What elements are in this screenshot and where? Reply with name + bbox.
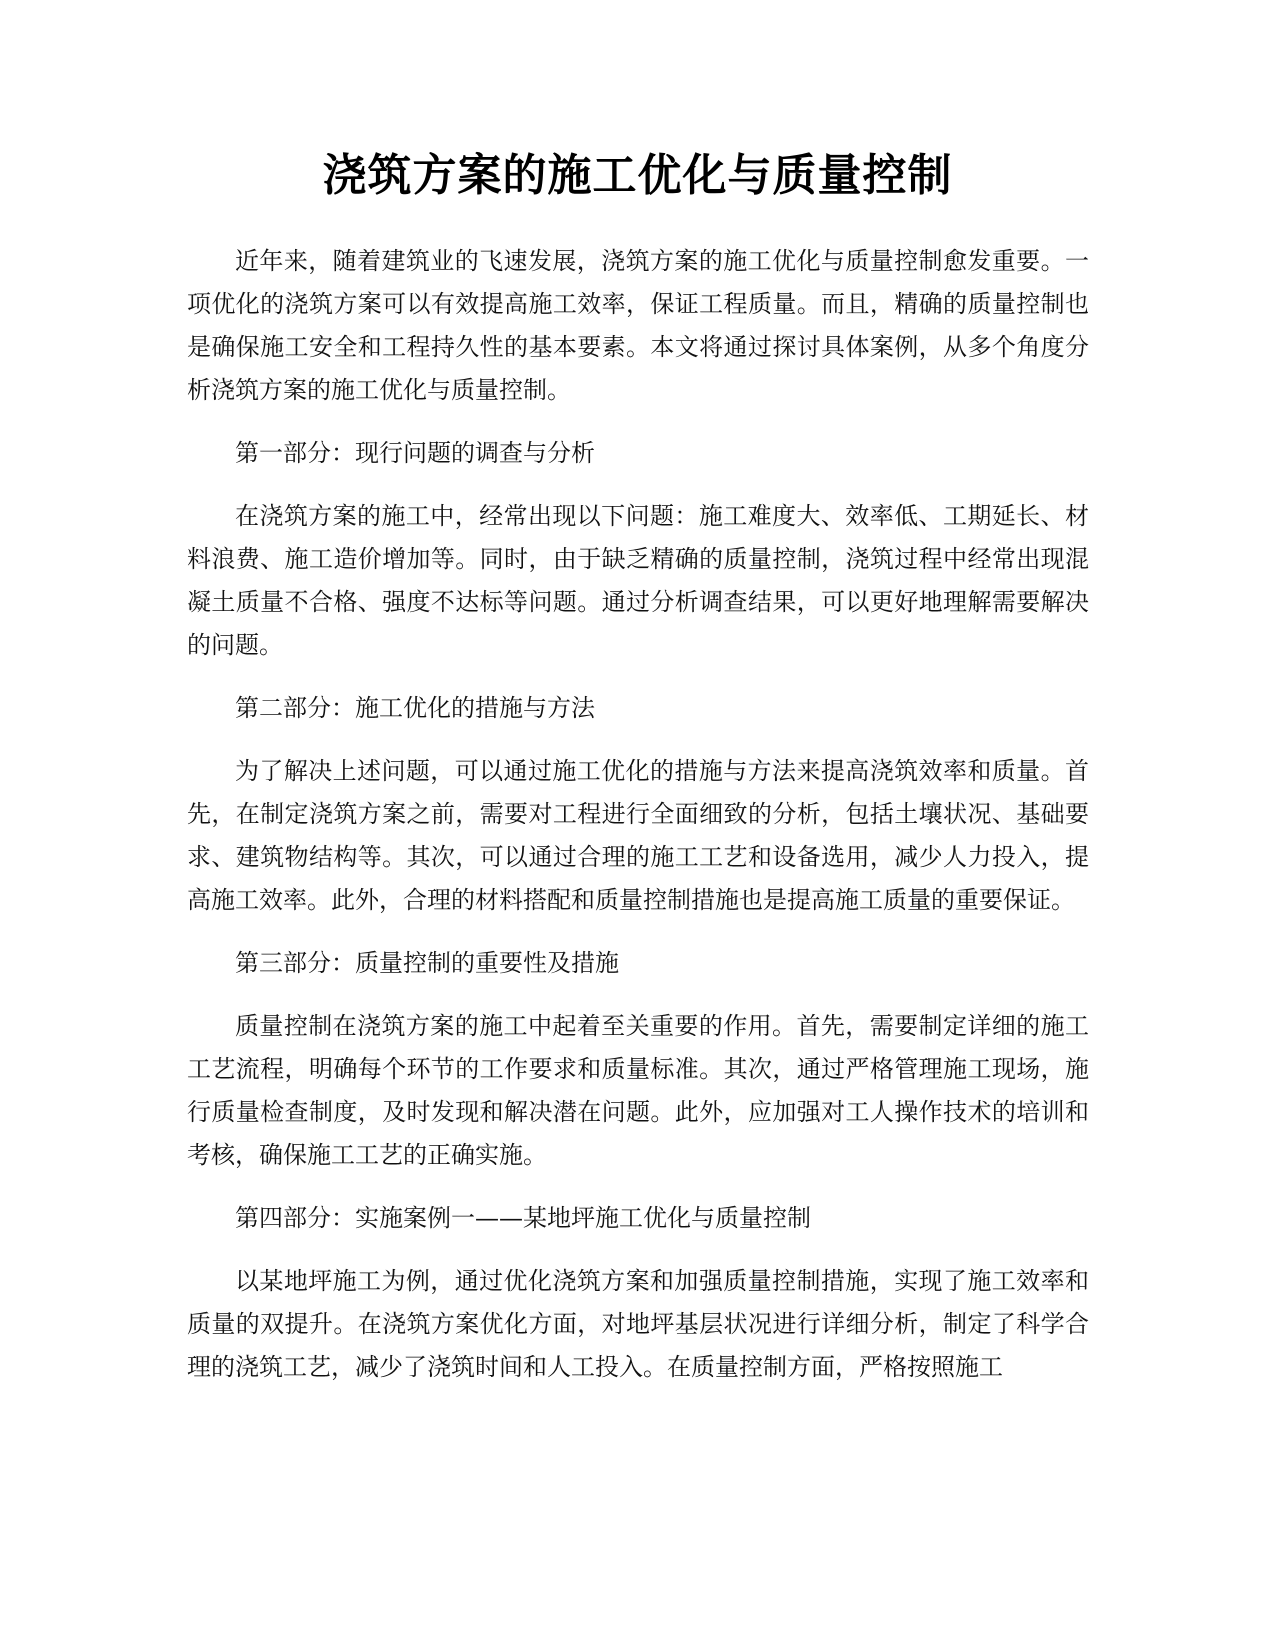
intro-paragraph: 近年来，随着建筑业的飞速发展，浇筑方案的施工优化与质量控制愈发重要。一项优化的浇筑方案可以有效提高施工效率，保证工程质量。而且，精确的质量控制也是确保施工安全和工程持久性的基本要素。本文将通过探讨具体案例，从多个角度分析浇筑方案的施工优化与质量控制。 (187, 247, 1089, 404)
document-body (187, 240, 1089, 1409)
section-heading-2: 第二部分：施工优化的措施与方法 (235, 694, 595, 722)
section-3-paragraph: 质量控制在浇筑方案的施工中起着至关重要的作用。首先，需要制定详细的施工工艺流程，明确每个环节的工作要求和质量标准。其次，通过严格管理施工现场，施行质量检查制度，及时发现和解决潜在问题。此外，应加强对工人操作技术的培训和考核，确保施工工艺的正确实施。 (187, 1012, 1089, 1169)
section-2-paragraph: 为了解决上述问题，可以通过施工优化的措施与方法来提高浇筑效率和质量。首先，在制定浇筑方案之前，需要对工程进行全面细致的分析，包括土壤状况、基础要求、建筑物结构等。其次，可以通过合理的施工工艺和设备选用，减少人力投入，提高施工效率。此外，合理的材料搭配和质量控制措施也是提高施工质量的重要保证。 (187, 757, 1089, 914)
section-heading-3: 第三部分：质量控制的重要性及措施 (235, 949, 619, 977)
document-title: 浇筑方案的施工优化与质量控制 (322, 150, 953, 201)
section-heading-1: 第一部分：现行问题的调查与分析 (235, 439, 595, 467)
section-4-paragraph: 以某地坪施工为例，通过优化浇筑方案和加强质量控制措施，实现了施工效率和质量的双提升。在浇筑方案优化方面，对地坪基层状况进行详细分析，制定了科学合理的浇筑工艺，减少了浇筑时间和人工投入。在质量控制方面，严格按照施工 (187, 1267, 1089, 1381)
section-heading-4: 第四部分：实施案例一——某地坪施工优化与质量控制 (235, 1204, 811, 1232)
section-1-paragraph: 在浇筑方案的施工中，经常出现以下问题：施工难度大、效率低、工期延长、材料浪费、施工造价增加等。同时，由于缺乏精确的质量控制，浇筑过程中经常出现混凝土质量不合格、强度不达标等问题。通过分析调查结果，可以更好地理解需要解决的问题。 (187, 502, 1089, 659)
